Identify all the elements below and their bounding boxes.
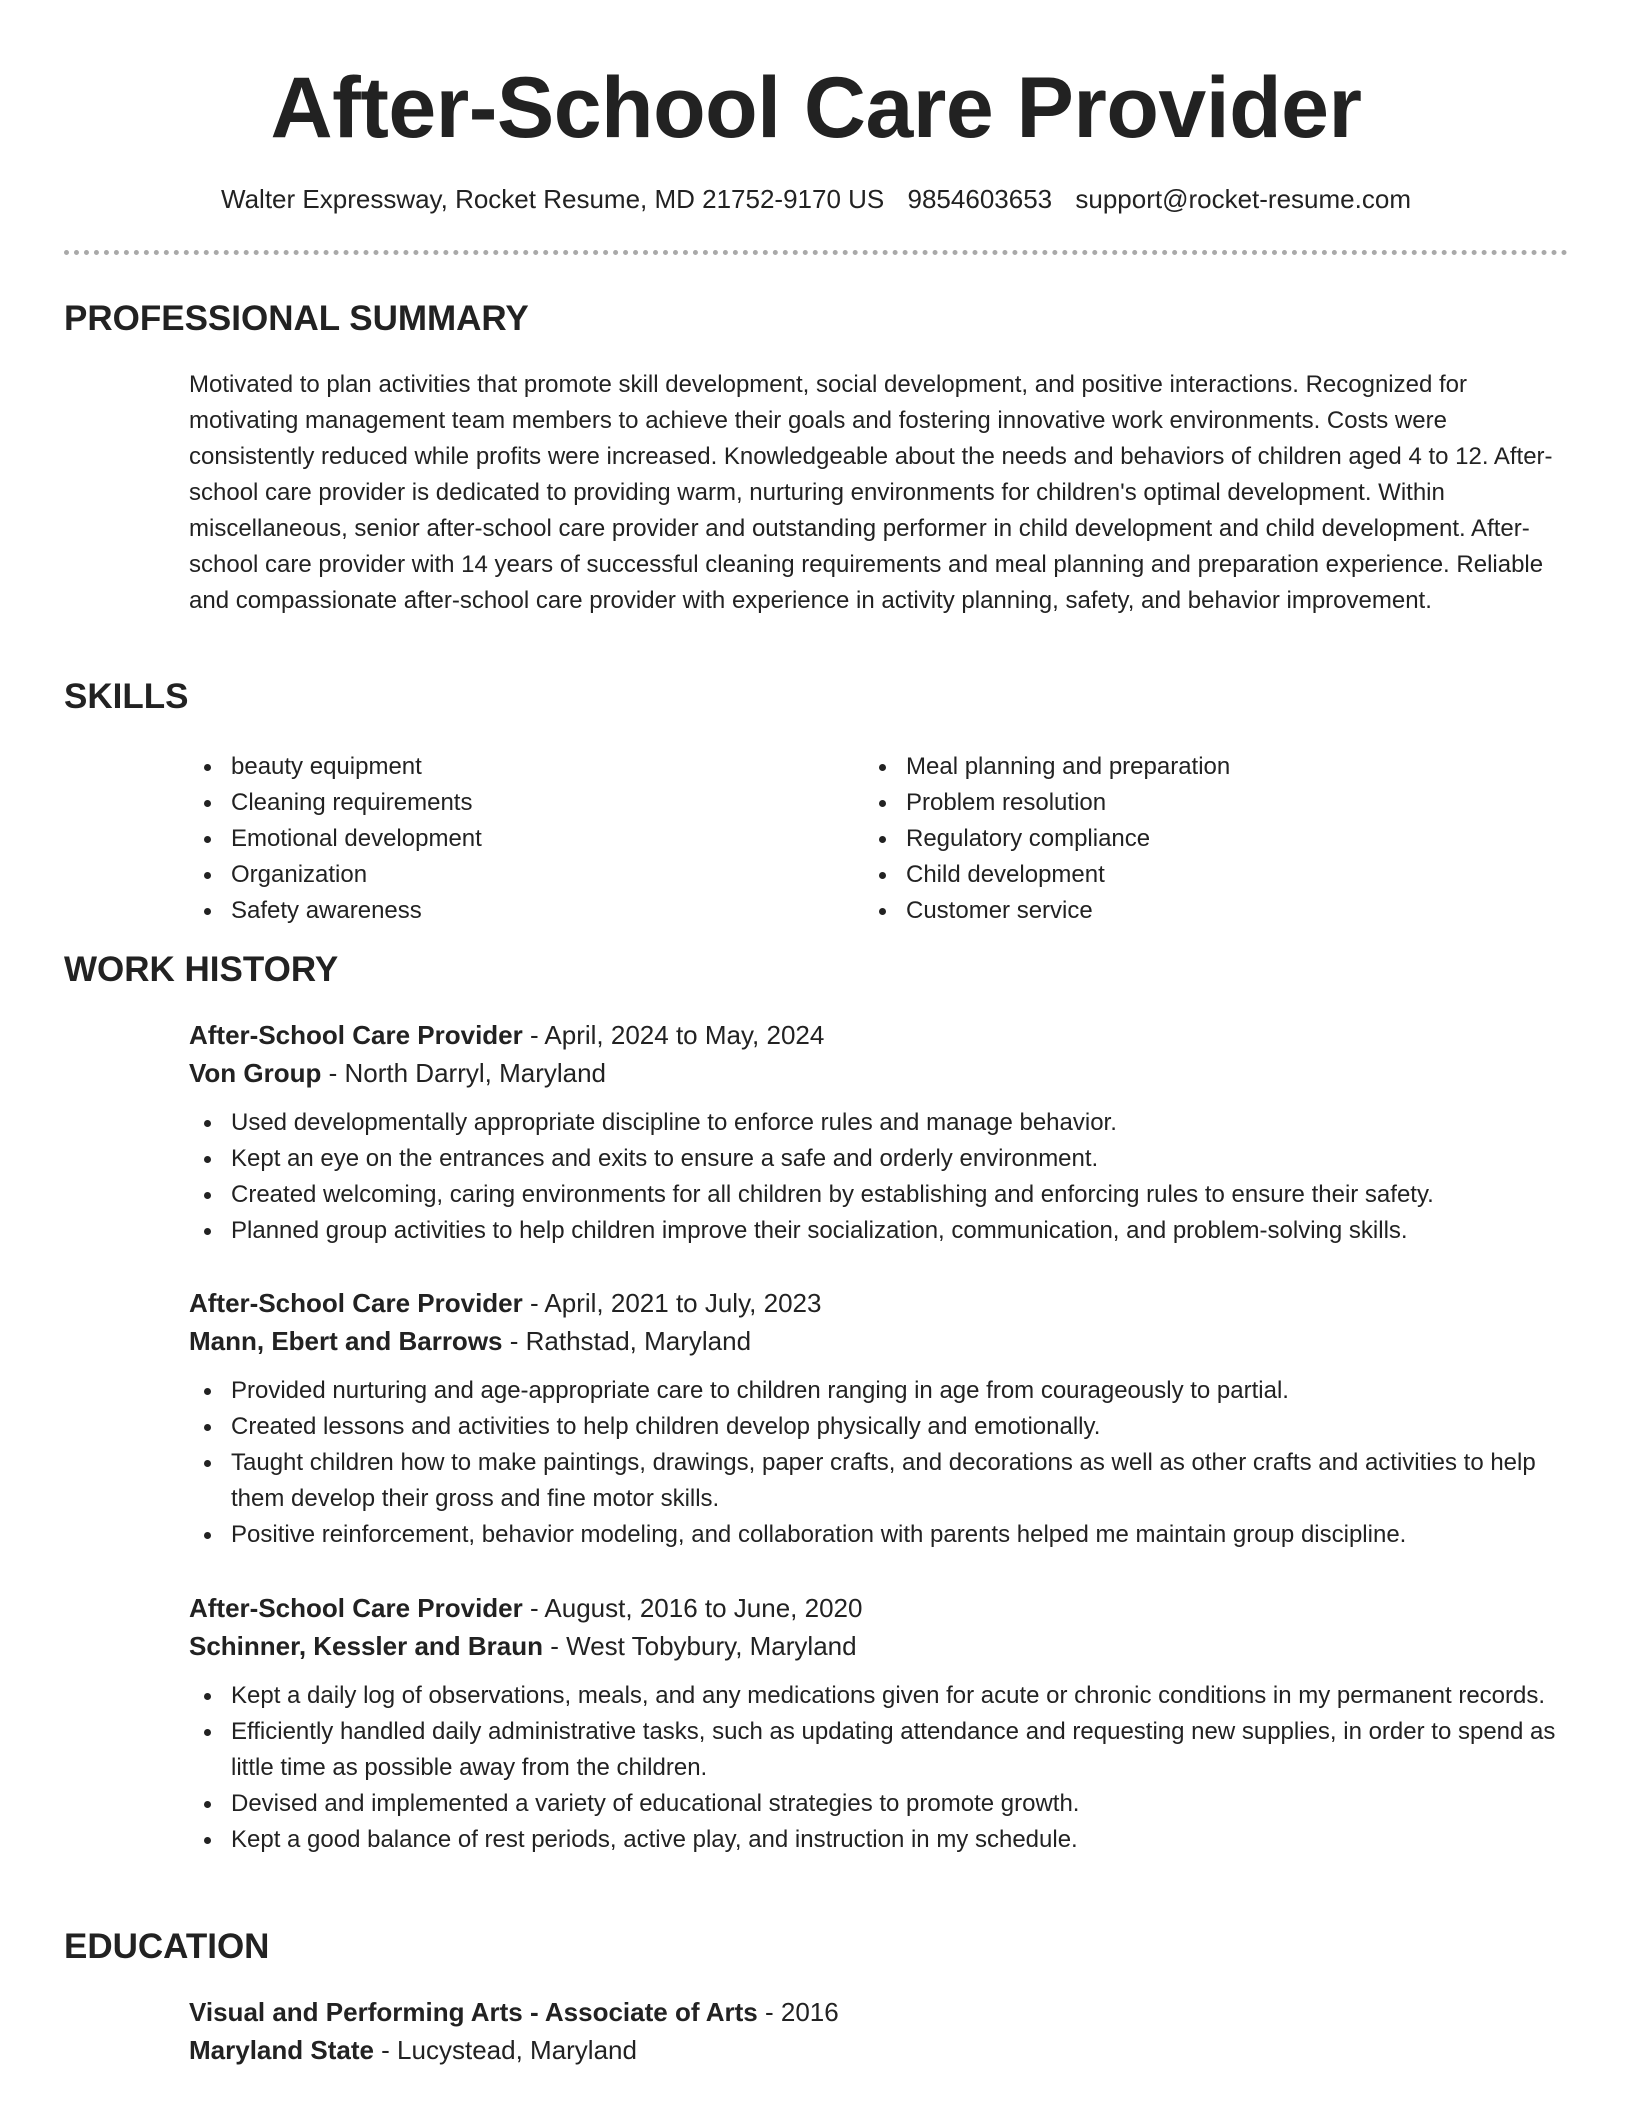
job-dates: - August, 2016 to June, 2020 [522,1593,863,1623]
job-company: Schinner, Kessler and Braun [189,1631,544,1661]
job-duties [187,1678,1567,1858]
education-school-line [189,2031,1569,2069]
job-entry [189,1284,1569,1553]
job-dates: - April, 2024 to May, 2024 [522,1020,825,1050]
contact-line [0,182,1632,216]
job-duty: Created lessons and activities to help children develop physically and emotionally. [187,1409,1567,1445]
education-school: Maryland State [189,2035,374,2065]
contact-phone: 9854603653 [907,184,1053,214]
job-location: - Rathstad, Maryland [502,1326,752,1356]
job-duty: Devised and implemented a variety of educational strategies to promote growth. [187,1786,1567,1822]
job-duty: Kept a daily log of observations, meals, and any medications given for acute or chronic conditions in my permanent records. [187,1678,1567,1714]
header-divider [64,250,1568,255]
skills-list-right [862,749,1522,929]
skill-item: Organization [187,857,847,893]
job-entry [189,1589,1569,1858]
job-duty: Kept an eye on the entrances and exits to ensure a safe and orderly environment. [187,1141,1567,1177]
skill-item: beauty equipment [187,749,847,785]
education-location: - Lucystead, Maryland [373,2035,637,2065]
skill-item: Child development [862,857,1522,893]
job-title-line [189,1589,1569,1627]
summary-heading: PROFESSIONAL SUMMARY [64,299,529,338]
job-role: After-School Care Provider [189,1288,523,1318]
candidate-name: After-School Care Provider [270,60,1362,156]
job-duties [187,1373,1567,1553]
skills-heading: SKILLS [64,677,189,716]
job-duty: Efficiently handled daily administrative tasks, such as updating attendance and requesting new supplies, in order to spend as little time as possible away from the children. [187,1714,1567,1786]
skill-item: Meal planning and preparation [862,749,1522,785]
job-title-line [189,1284,1569,1322]
job-title-line [189,1016,1569,1054]
skill-item: Customer service [862,893,1522,929]
job-entry [189,1016,1569,1249]
job-duty: Positive reinforcement, behavior modeling, and collaboration with parents helped me maintain group discipline. [187,1517,1567,1553]
job-company-line [189,1627,1569,1665]
skill-item: Emotional development [187,821,847,857]
job-dates: - April, 2021 to July, 2023 [522,1288,822,1318]
skill-item: Problem resolution [862,785,1522,821]
job-duty: Used developmentally appropriate discipline to enforce rules and manage behavior. [187,1105,1567,1141]
skill-item: Regulatory compliance [862,821,1522,857]
contact-email: support@rocket-resume.com [1075,184,1411,214]
job-duty: Taught children how to make paintings, drawings, paper crafts, and decorations as well as other crafts and activities to help them develop their gross and fine motor skills. [187,1445,1567,1517]
education-heading: EDUCATION [64,1927,270,1966]
education-entry [189,1993,1569,2069]
skills-list-left [187,749,847,929]
work-history-heading: WORK HISTORY [64,950,339,989]
education-degree-line [189,1993,1569,2031]
education-year: - 2016 [757,1997,839,2027]
summary-text: Motivated to plan activities that promote skill development, social development, and positive interactions. Recognized for motivating management team members to achieve their goals and fostering innovative work environments. Costs were consistently reduced while profits were increased. Knowledgeable about the needs and behaviors of children aged 4 to 12. After-school care provider is dedicated to providing warm, nurturing environments for children's optimal development. Within miscellaneous, senior after-school care provider and outstanding performer in child development and child development. After-school care provider with 14 years of successful cleaning requirements and meal planning and preparation experience. Reliable and compassionate after-school care provider with experience in activity planning, safety, and behavior improvement. [189,371,1553,614]
job-company: Von Group [189,1058,322,1088]
job-duties [187,1105,1567,1249]
job-duty: Planned group activities to help children improve their socialization, communication, and problem-solving skills. [187,1213,1567,1249]
job-location: - North Darryl, Maryland [321,1058,607,1088]
job-company-line [189,1054,1569,1092]
job-company: Mann, Ebert and Barrows [189,1326,503,1356]
job-company-line [189,1322,1569,1360]
job-duty: Created welcoming, caring environments for all children by establishing and enforcing rules to ensure their safety. [187,1177,1567,1213]
contact-address: Walter Expressway, Rocket Resume, MD 21752-9170 US [221,184,885,214]
skill-item: Cleaning requirements [187,785,847,821]
skill-item: Safety awareness [187,893,847,929]
job-duty: Kept a good balance of rest periods, active play, and instruction in my schedule. [187,1822,1567,1858]
education-degree: Visual and Performing Arts - Associate of Arts [189,1997,758,2027]
job-duty: Provided nurturing and age-appropriate care to children ranging in age from courageously to partial. [187,1373,1567,1409]
job-location: - West Tobybury, Maryland [543,1631,857,1661]
job-role: After-School Care Provider [189,1593,523,1623]
job-role: After-School Care Provider [189,1020,523,1050]
